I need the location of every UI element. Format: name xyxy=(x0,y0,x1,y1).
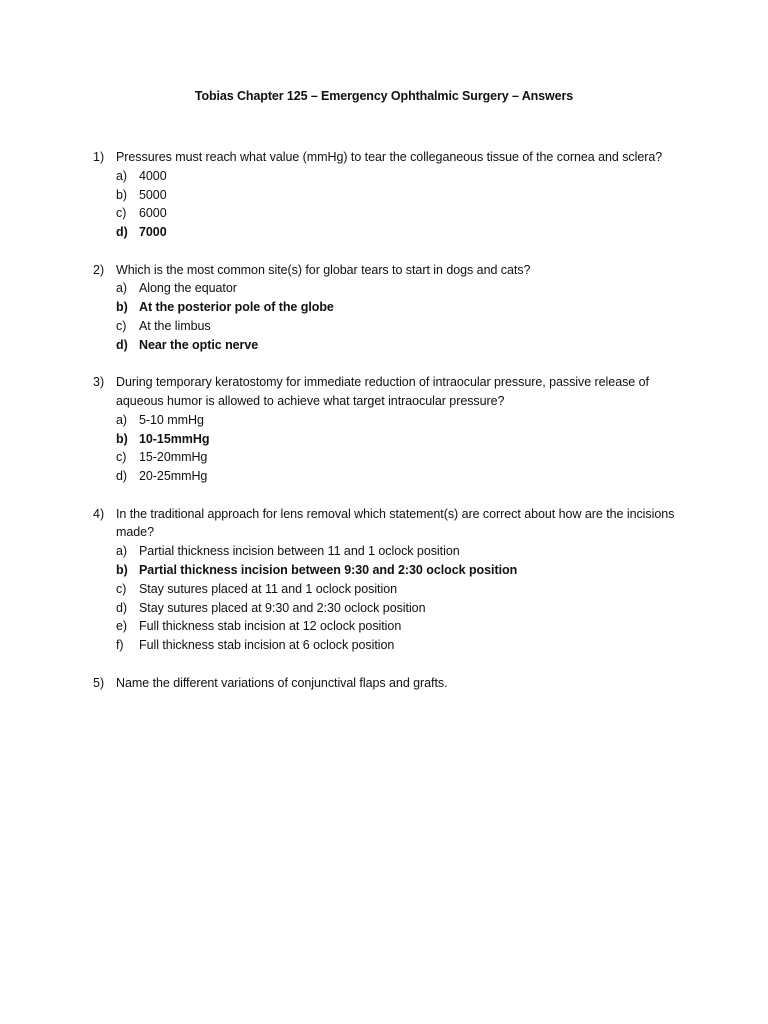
option-letter: d) xyxy=(116,225,128,240)
option-letter: b) xyxy=(116,300,128,315)
option-letter: c) xyxy=(116,318,127,333)
question-number: 5) xyxy=(93,675,105,690)
answer-option xyxy=(116,636,683,655)
question-3 xyxy=(93,373,683,486)
option-letter: b) xyxy=(116,187,128,202)
question-1 xyxy=(93,148,683,242)
option-text: 6000 xyxy=(139,206,167,221)
answer-options xyxy=(116,279,683,354)
option-letter: c) xyxy=(116,206,127,221)
option-text: 5000 xyxy=(139,187,167,202)
option-text: Partial thickness incision between 11 and 1 oclock position xyxy=(139,544,460,559)
option-text: Near the optic nerve xyxy=(139,337,259,352)
answer-option-correct xyxy=(116,336,683,355)
option-text: Stay sutures placed at 9:30 and 2:30 oclock position xyxy=(139,600,426,615)
option-letter: c) xyxy=(116,581,127,596)
answer-option xyxy=(116,411,683,430)
question-text: Name the different variations of conjunctival flaps and grafts. xyxy=(116,675,448,690)
option-letter: a) xyxy=(116,544,128,559)
option-letter: e) xyxy=(116,619,128,634)
option-text: At the limbus xyxy=(139,318,211,333)
option-text: Partial thickness incision between 9:30 and 2:30 oclock position xyxy=(139,562,518,577)
question-2 xyxy=(93,261,683,355)
answer-option xyxy=(116,542,683,561)
option-letter: f) xyxy=(116,638,124,653)
question-text: In the traditional approach for lens removal which statement(s) are correct about how are the incisions made? xyxy=(116,506,675,540)
answer-option xyxy=(116,317,683,336)
answer-options xyxy=(116,542,683,655)
option-text: 15-20mmHg xyxy=(139,450,208,465)
option-text: Stay sutures placed at 11 and 1 oclock position xyxy=(139,581,397,596)
question-number: 2) xyxy=(93,262,105,277)
option-letter: a) xyxy=(116,168,128,183)
answer-options xyxy=(116,167,683,242)
question-text: During temporary keratostomy for immediate reduction of intraocular pressure, passive release of aqueous humor is allowed to achieve what target intraocular pressure? xyxy=(116,375,649,408)
question-list xyxy=(93,148,683,711)
answer-option xyxy=(116,186,683,205)
option-text: 4000 xyxy=(139,168,167,183)
document-title: Tobias Chapter 125 – Emergency Ophthalmic Surgery – Answers xyxy=(194,89,574,103)
answer-option xyxy=(116,467,683,486)
answer-option-correct xyxy=(116,298,683,317)
answer-option xyxy=(116,448,683,467)
option-text: At the posterior pole of the globe xyxy=(139,300,334,315)
option-text: Full thickness stab incision at 6 oclock position xyxy=(139,638,395,653)
option-letter: a) xyxy=(116,412,128,427)
question-number: 3) xyxy=(93,375,105,390)
question-text: Pressures must reach what value (mmHg) to tear the colleganeous tissue of the cornea and sclera? xyxy=(116,150,663,164)
option-letter: d) xyxy=(116,469,128,484)
answer-option-correct xyxy=(116,223,683,242)
option-letter: d) xyxy=(116,337,128,352)
answer-option-correct xyxy=(116,430,683,449)
option-letter: b) xyxy=(116,431,128,446)
question-5 xyxy=(93,674,683,693)
option-text: Along the equator xyxy=(139,281,237,296)
option-text: Full thickness stab incision at 12 oclock position xyxy=(139,619,402,634)
answer-option xyxy=(116,617,683,636)
answer-option xyxy=(116,204,683,223)
option-text: 20-25mmHg xyxy=(139,469,208,484)
answer-option xyxy=(116,580,683,599)
option-letter: d) xyxy=(116,600,128,615)
answer-option xyxy=(116,599,683,618)
answer-option xyxy=(116,167,683,186)
option-letter: c) xyxy=(116,450,127,465)
question-number: 4) xyxy=(93,506,105,521)
option-letter: b) xyxy=(116,562,128,577)
question-4 xyxy=(93,505,683,655)
question-number: 1) xyxy=(93,150,105,164)
option-text: 5-10 mmHg xyxy=(139,412,204,427)
option-text: 7000 xyxy=(139,225,167,240)
option-text: 10-15mmHg xyxy=(139,431,210,446)
answer-option-correct xyxy=(116,561,683,580)
question-text: Which is the most common site(s) for globar tears to start in dogs and cats? xyxy=(116,262,531,277)
answer-option xyxy=(116,279,683,298)
answer-options xyxy=(116,411,683,486)
option-letter: a) xyxy=(116,281,128,296)
